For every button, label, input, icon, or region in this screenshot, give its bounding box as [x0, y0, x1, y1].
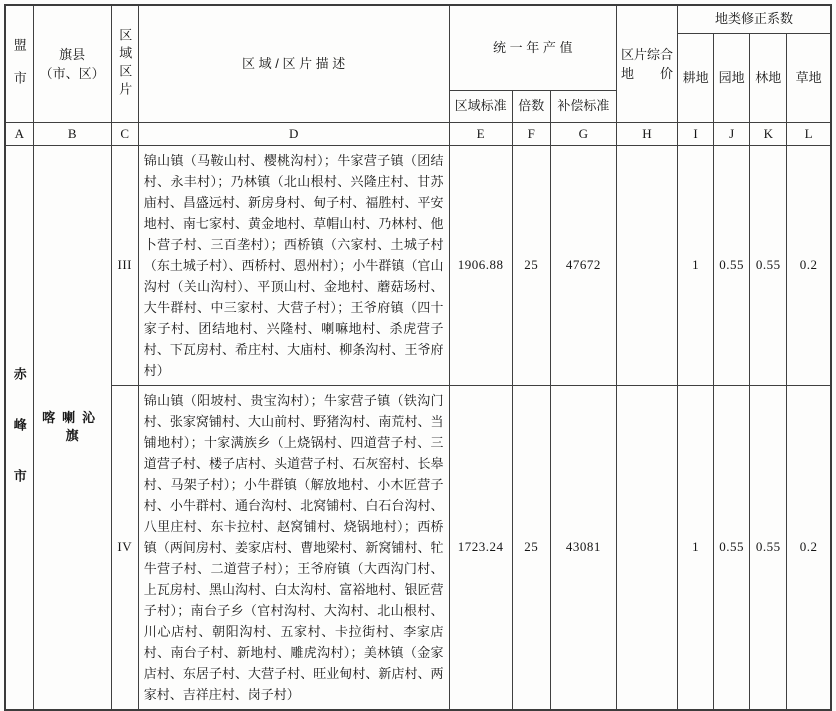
- regional-standard-cell: 1906.88: [449, 145, 512, 385]
- header-garden-land: 园地: [714, 33, 750, 122]
- header-farmland: 耕地: [678, 33, 714, 122]
- table-row: [5, 145, 831, 385]
- header-zone-label: 区域区片: [117, 27, 133, 100]
- zone-cell: IV: [111, 385, 138, 710]
- header-forest-land: 林地: [750, 33, 787, 122]
- regional-standard-cell: 1723.24: [449, 385, 512, 710]
- column-letter-c: C: [111, 122, 138, 145]
- district-price-cell: [616, 385, 677, 710]
- header-banner-county: [33, 5, 111, 122]
- column-letter-k: K: [750, 122, 787, 145]
- header-regional-standard: 区域标准: [449, 90, 512, 122]
- grassland-coef-cell: 0.2: [787, 145, 831, 385]
- header-land-type-correction: 地类修正系数: [678, 5, 831, 33]
- multiplier-cell: 25: [512, 145, 550, 385]
- header-unified-annual-output: 统 一 年 产 值: [449, 5, 616, 90]
- header-grassland: 草地: [787, 33, 831, 122]
- land-compensation-table: [4, 4, 832, 711]
- garden-coef-cell: 0.55: [714, 145, 750, 385]
- header-compensation-standard: 补偿标准: [550, 90, 616, 122]
- header-description: 区 域 / 区 片 描 述: [138, 5, 449, 122]
- column-letter-i: I: [678, 122, 714, 145]
- banner-cell: [33, 145, 111, 710]
- column-letter-b: B: [33, 122, 111, 145]
- column-letter-j: J: [714, 122, 750, 145]
- column-letter-h: H: [616, 122, 677, 145]
- table-row: [5, 385, 831, 710]
- grassland-coef-cell: 0.2: [787, 385, 831, 710]
- forest-coef-cell: 0.55: [750, 385, 787, 710]
- column-letter-l: L: [787, 122, 831, 145]
- forest-coef-cell: 0.55: [750, 145, 787, 385]
- header-league-city-label: 盟市: [11, 38, 27, 105]
- league-city-cell: [5, 145, 33, 710]
- farmland-coef-cell: 1: [678, 385, 714, 710]
- column-letter-f: F: [512, 122, 550, 145]
- garden-coef-cell: 0.55: [714, 385, 750, 710]
- description-cell: 锦山镇（马鞍山村、樱桃沟村）；牛家营子镇（团结村、永丰村）；乃林镇（北山根村、兴隆庄村、甘苏庙村、昌盛远村、新房身村、甸子村、福胜村、平安地村、南七家村、黄金地村、草帽山村、乃林村、他卜营子村、三百垄村）；西桥镇（六家村、土城子村（东土城子村）、西桥村、恩州村）；小牛群镇（官山沟村（关山沟村）、平顶山村、金地村、蘑菇场村、大牛群村、中三家村、大营子村）；王爷府镇（四十家子村、团结地村、兴隆村、喇嘛地村、杀虎营子村、下瓦房村、希庄村、大庙村、柳条沟村、王爷府村）: [138, 145, 449, 385]
- zone-cell: III: [111, 145, 138, 385]
- district-price-cell: [616, 145, 677, 385]
- compensation-standard-cell: 47672: [550, 145, 616, 385]
- column-letter-e: E: [449, 122, 512, 145]
- header-district-price-line1: 区片综合: [620, 46, 673, 62]
- header-banner-county-line2: （市、区）: [39, 65, 105, 81]
- header-district-price-line2: 地 价: [620, 65, 673, 81]
- header-district-comprehensive-price: [616, 5, 677, 122]
- column-letter-g: G: [550, 122, 616, 145]
- header-league-city: [5, 5, 33, 122]
- banner-label: 喀喇沁旗: [42, 410, 103, 443]
- farmland-coef-cell: 1: [678, 145, 714, 385]
- header-multiplier: 倍数: [512, 90, 550, 122]
- multiplier-cell: 25: [512, 385, 550, 710]
- column-letter-a: A: [5, 122, 33, 145]
- compensation-standard-cell: 43081: [550, 385, 616, 710]
- league-city-label: 赤峰市: [11, 367, 27, 521]
- header-banner-county-line1: 旗县: [59, 46, 86, 62]
- description-cell: 锦山镇（阳坡村、贵宝沟村）；牛家营子镇（铁沟门村、张家窝铺村、大山前村、野猪沟村、南荒村、当铺地村）；十家满族乡（上烧锅村、四道营子村、三道营子村、楼子店村、头道营子村、石灰窑村、长皋村、马架子村）；小牛群镇（解放地村、小木匠营子村、小牛群村、通台沟村、北窝铺村、白石台沟村、八里庄村、东卡拉村、赵窝铺村、烧锅地村）；西桥镇（两间房村、姜家店村、曹地梁村、新窝铺村、牤牛营子村、二道营子村）；王爷府镇（大西沟门村、上瓦房村、黑山沟村、白太沟村、富裕地村、银匠营子村）；南台子乡（官村沟村、大沟村、北山根村、川心店村、朝阳沟村、五家村、卡拉街村、李家店村、南台子村、新地村、雕虎沟村）；美林镇（金家店村、东居子村、大营子村、旺业甸村、新店村、两家村、吉祥庄村、岗子村）: [138, 385, 449, 710]
- column-letter-d: D: [138, 122, 449, 145]
- header-zone: [111, 5, 138, 122]
